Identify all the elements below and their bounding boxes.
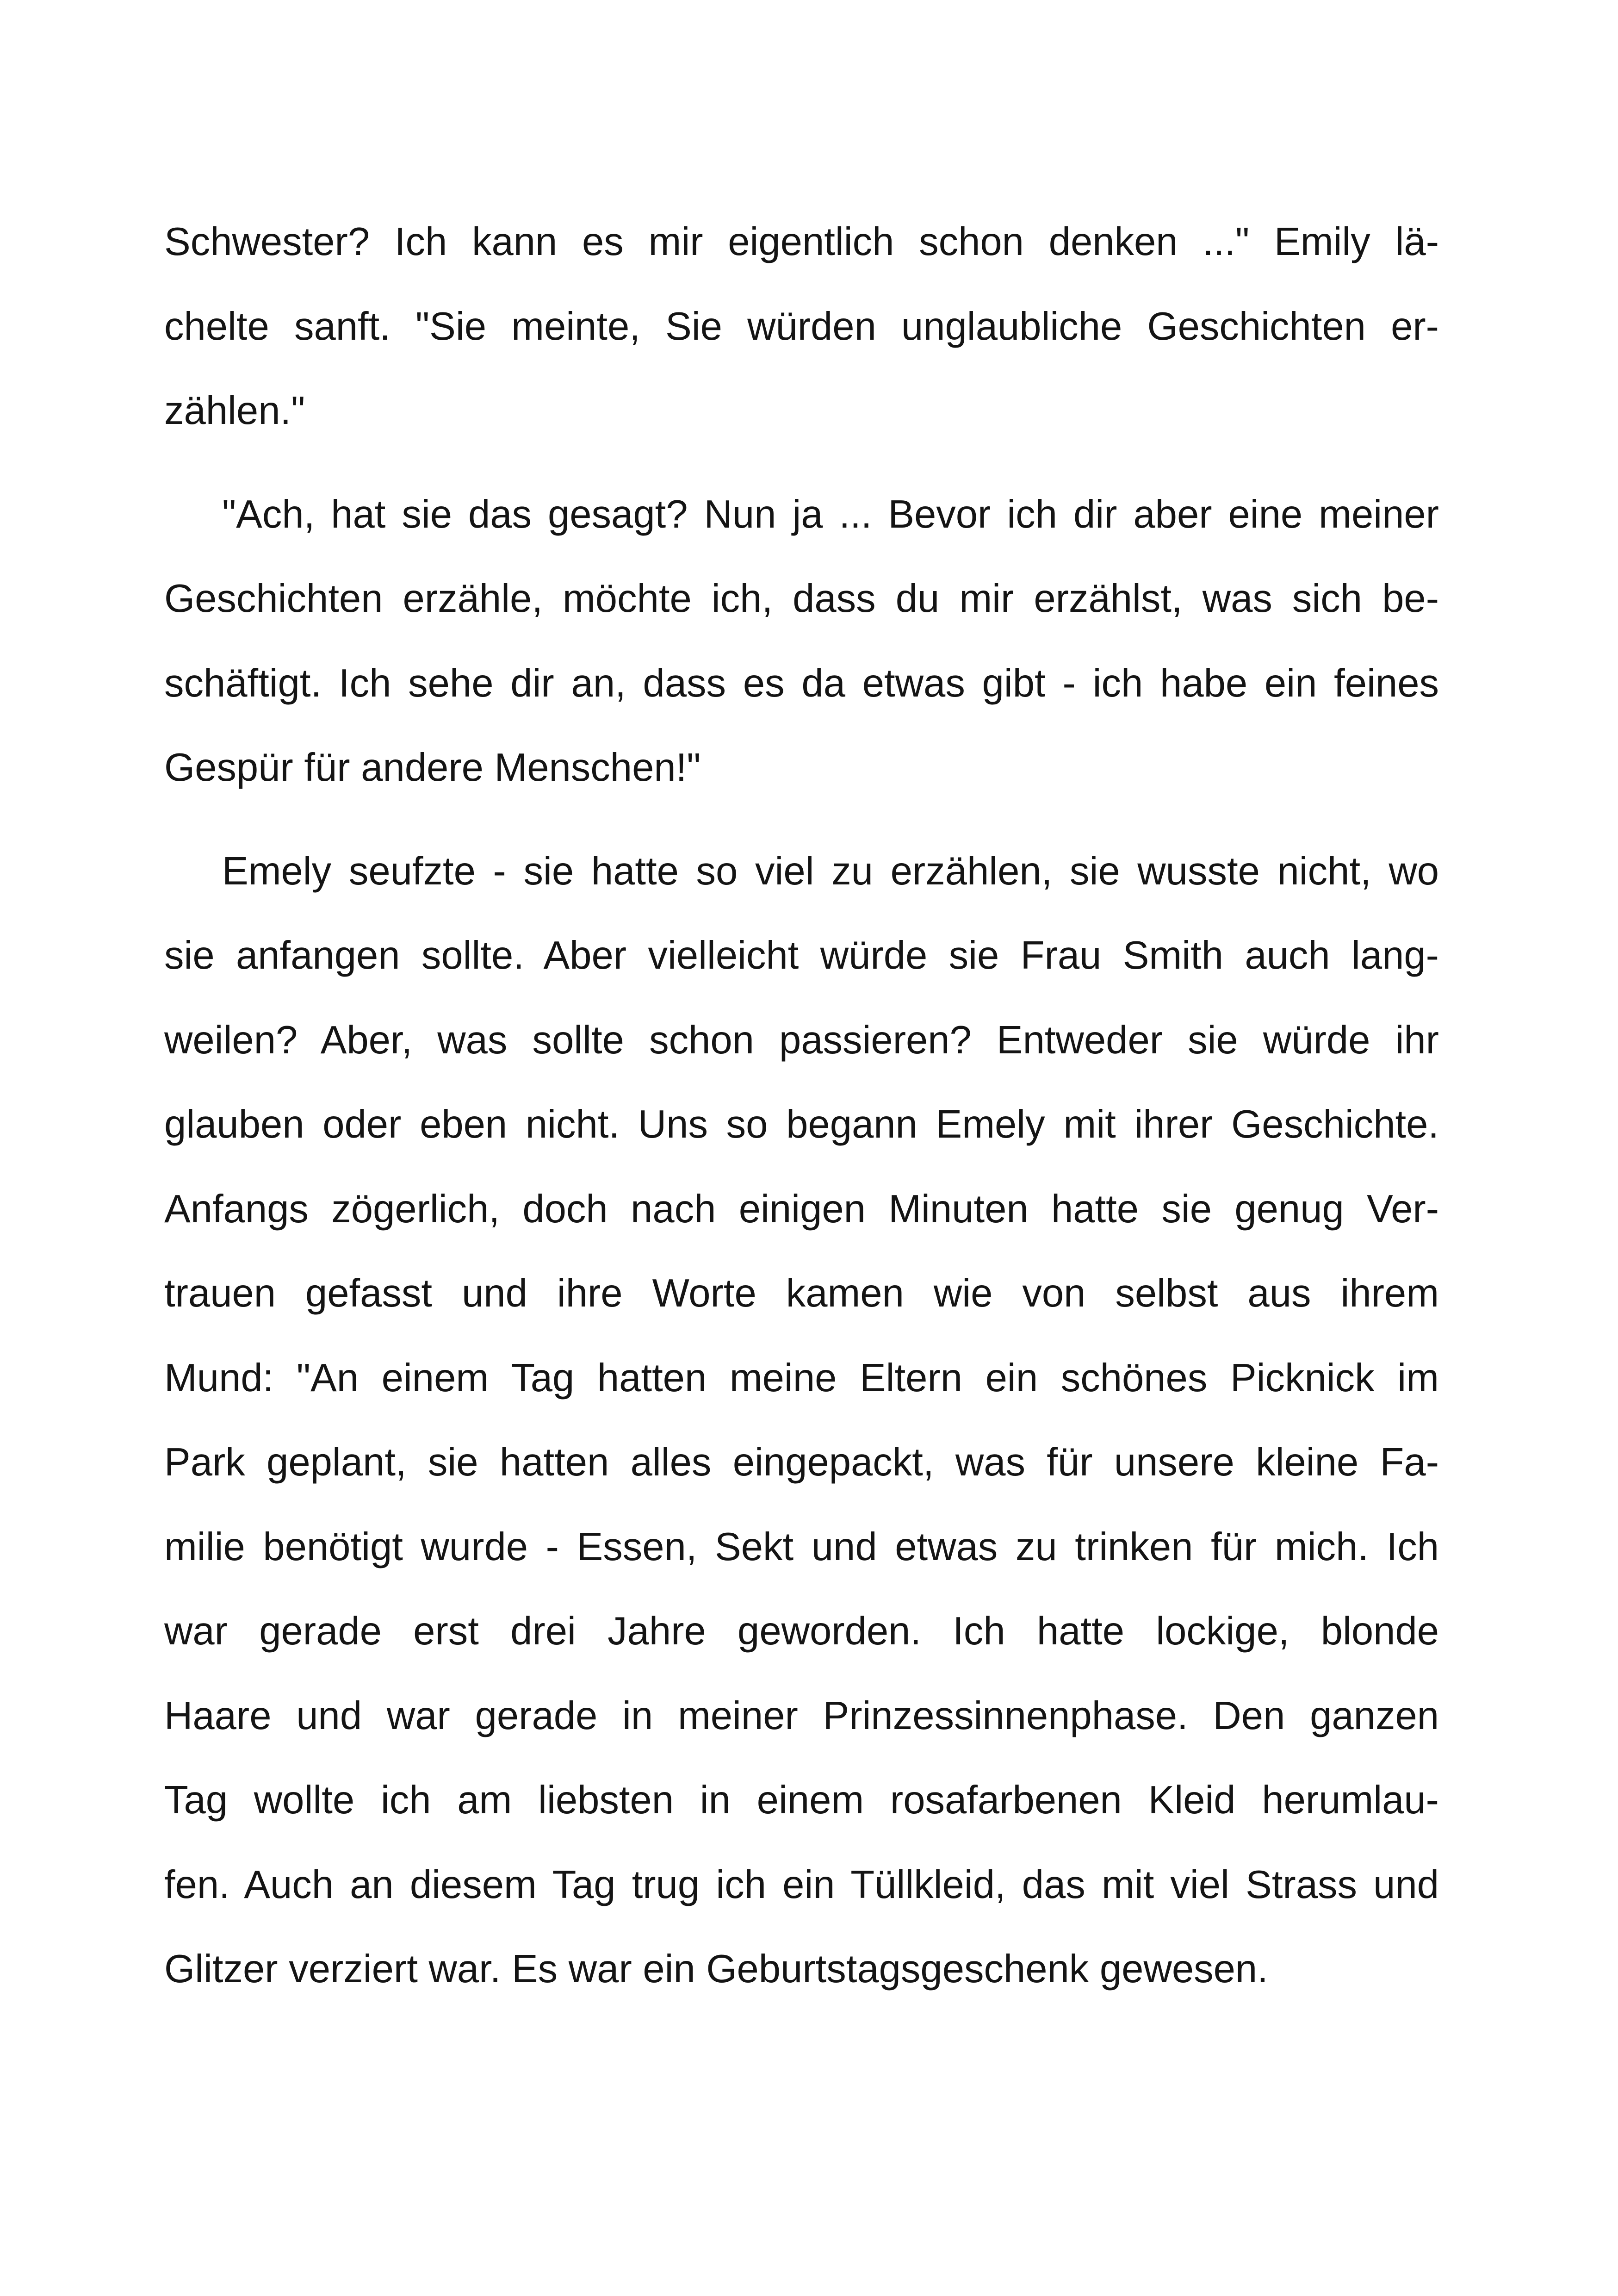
text-line: trauen gefasst und ihre Worte kamen wie von selbst aus ihrem (164, 1271, 1439, 1315)
text-line: Mund: "An einem Tag hatten meine Eltern ein schönes Picknick im (164, 1356, 1439, 1400)
text-line: war gerade erst drei Jahre geworden. Ich hatte lockige, blonde (164, 1609, 1439, 1653)
paragraph-1 (164, 200, 1439, 454)
text-line: Glitzer verziert war. Es war ein Geburtstagsgeschenk gewesen. (164, 1947, 1268, 1991)
text-line: Emely seufzte - sie hatte so viel zu erzählen, sie wusste nicht, wo (222, 849, 1439, 893)
text-line: "Ach, hat sie das gesagt? Nun ja ... Bevor ich dir aber eine meiner (222, 492, 1439, 536)
paragraph-spacing (164, 810, 1439, 829)
text-line: Geschichten erzähle, möchte ich, dass du mir erzählst, was sich be- (164, 577, 1439, 621)
text-line: chelte sanft. "Sie meinte, Sie würden unglaubliche Geschichten er- (164, 304, 1439, 348)
text-line: Anfangs zögerlich, doch nach einigen Minuten hatte sie genug Ver- (164, 1187, 1439, 1231)
text-line: zählen." (164, 389, 305, 433)
text-line: Schwester? Ich kann es mir eigentlich schon denken ..." Emily lä- (164, 220, 1439, 264)
paragraph-3 (164, 829, 1439, 2012)
text-line: Tag wollte ich am liebsten in einem rosafarbenen Kleid herumlau- (164, 1778, 1439, 1822)
text-line: schäftigt. Ich sehe dir an, dass es da etwas gibt - ich habe ein feines (164, 661, 1439, 705)
text-line: Park geplant, sie hatten alles eingepackt, was für unsere kleine Fa- (164, 1440, 1439, 1484)
text-line: Gespür für andere Menschen!" (164, 746, 701, 790)
text-line: Haare und war gerade in meiner Prinzessinnenphase. Den ganzen (164, 1693, 1439, 1738)
text-line: sie anfangen sollte. Aber vielleicht würde sie Frau Smith auch lang- (164, 933, 1439, 977)
paragraph-spacing (164, 454, 1439, 473)
text-line: weilen? Aber, was sollte schon passieren? Entweder sie würde ihr (164, 1018, 1439, 1062)
text-line: milie benötigt wurde - Essen, Sekt und etwas zu trinken für mich. Ich (164, 1524, 1439, 1569)
text-line: glauben oder eben nicht. Uns so begann Emely mit ihrer Geschichte. (164, 1102, 1439, 1146)
paragraph-2 (164, 473, 1439, 810)
body-text (164, 200, 1439, 2012)
text-line: fen. Auch an diesem Tag trug ich ein Tüllkleid, das mit viel Strass und (164, 1862, 1439, 1907)
